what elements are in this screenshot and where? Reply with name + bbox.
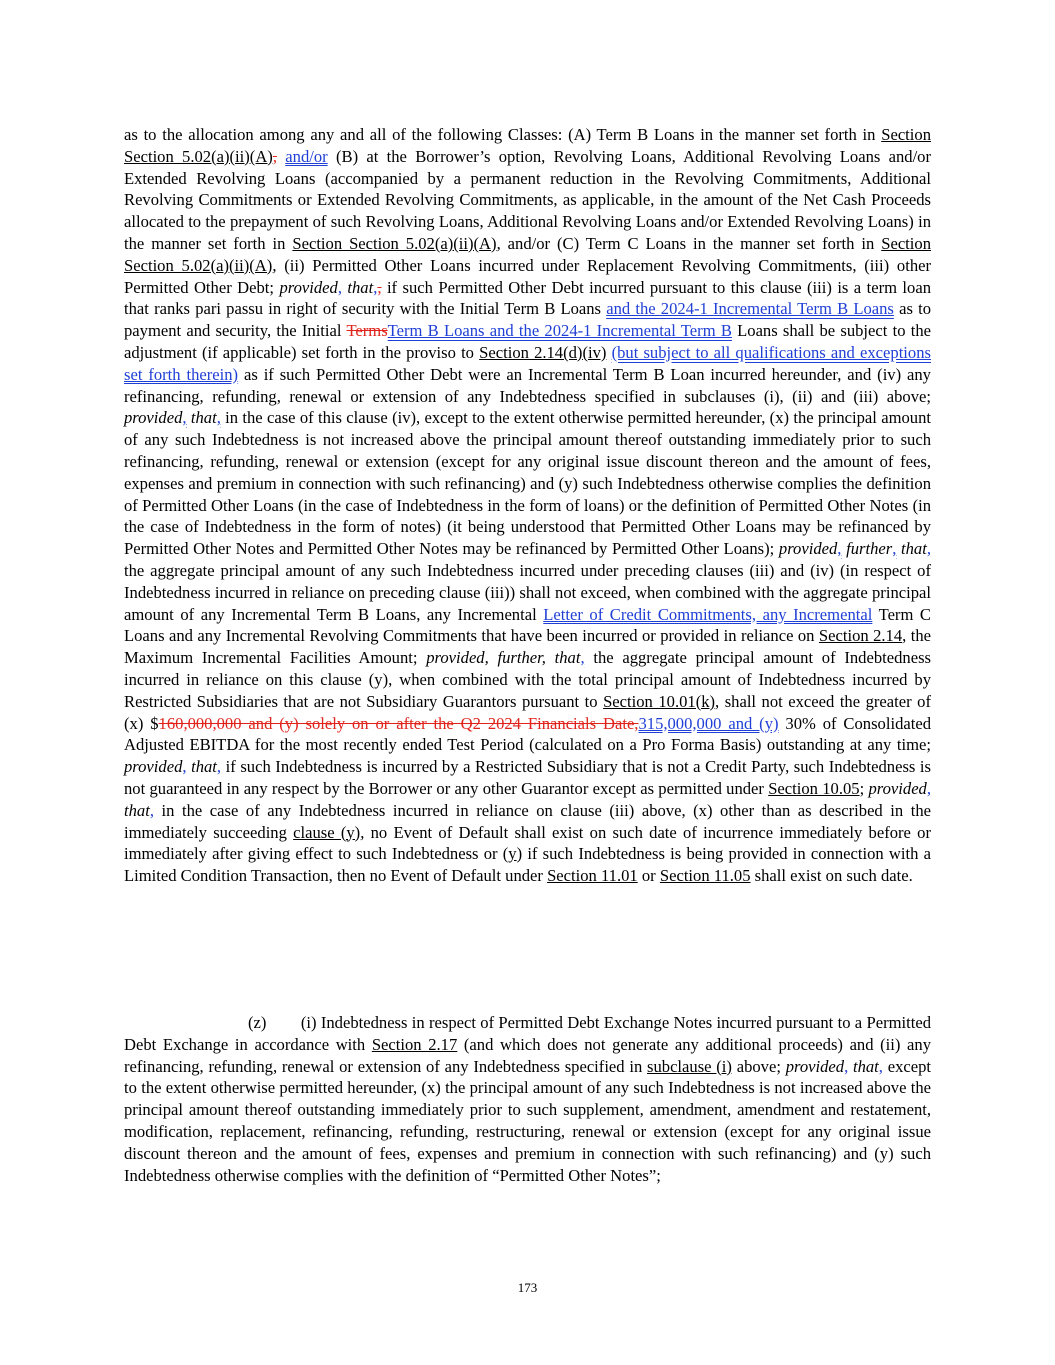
italic-term: that [347,277,374,297]
text-run: Term C Loans and any Incremental Revolving Commitments that have been incurred or provided in reliance on [124,604,931,646]
inserted-text: (but subject to all qualifications and exceptions set forth therein) [124,342,931,384]
inserted-text: , [373,277,378,297]
italic-term: that [124,800,150,820]
inserted-text: , [182,408,187,428]
text-run: , no Event of Default shall exist on such date of incurrence immediately before or immediately after giving effect to such Indebtedness or ( [124,822,931,864]
inserted-text: , [216,757,222,777]
inserted-text: , [837,539,842,559]
underlined-reference: Section 10.01(k) [603,691,716,711]
text-run: , and/or (C) Term C Loans in the manner set forth in [496,233,882,253]
inserted-text: 315,000,000 and (y) [638,713,779,733]
text-run: as if such Permitted Other Debt were an Incremental Term B Loan incurred hereunder, and (iv) any refinancing, refunding, renewal or extension of any Indebtedness specified in subclauses (i), (ii) and (iii) above; [124,364,931,406]
underlined-reference: Section 2.14 [818,626,903,646]
text-run: , shall not exceed the greater of (x) $ [124,691,931,733]
underlined-reference: clause (y) [293,822,361,842]
text-run: the aggregate principal amount of Indebtedness incurred in reliance on this clause (y), when combined with the total principal amount of Indebtedness incurred by Restricted Subsidiaries that are not Subsidiary Guarantors pursuant to [124,648,931,711]
text-run: if such Indebtedness is incurred by a Restricted Subsidiary that is not a Credit Party, such Indebtedness is not guaranteed in any respect by the Borrower or any other Guarantor except as permitted under [124,757,931,798]
inserted-text: and the 2024-1 Incremental Term B Loans [606,299,894,319]
italic-term: that [852,1056,879,1076]
inserted-text: , [149,800,154,820]
italic-term: that [190,408,217,428]
inserted-text: , [216,408,221,428]
italic-term: provided [124,757,183,777]
text-run: as to payment and security, the Initial [124,299,931,341]
underlined-reference: Section Section 5.02(a)(ii)(A) [124,125,931,166]
underlined-reference: Section 2.17 [371,1034,458,1054]
inserted-text: , [844,1056,849,1076]
italic-term: provided [124,408,183,428]
italic-term: further [846,539,893,559]
underlined-reference: Section 10.05 [768,778,860,798]
inserted-text: Letter of Credit Commitments, any Incremental [543,604,873,624]
deleted-text: , [272,146,277,166]
italic-term: provided [778,539,838,559]
inserted-text: , [182,757,187,777]
text-run: in the case of this clause (iv), except to the extent otherwise permitted hereunder, (x) the principal amount of any such Indebtedness is not increased above the principal amount thereof outstanding immediately prior to such refinancing, refunding, renewal or extension (except for any original issue discount thereon and the amount of fees, expenses and premium in connection with such refinancing) and (y) such Indebtedness otherwise complies the definition of Permitted Other Loans (in the case of Indebtedness in the form of loans) or the definition of Permitted Other Notes (in the case of Indebtedness in the form of notes) (it being understood that Permitted Other Loans may be refinanced by Permitted Other Notes and Permitted Other Notes may be refinanced by Permitted Other Loans); [124,408,931,559]
inserted-text: , [926,778,932,798]
inserted-text: , [892,539,897,559]
text-run: , the Maximum Incremental Facilities Amount; [124,626,932,668]
text-run: shall exist on such date. [750,866,913,886]
text-run: , (ii) Permitted Other Loans incurred under Replacement Revolving Commitments, (iii) other Permitted Other Debt; [124,255,932,297]
text-run: or [637,866,660,886]
text-run: as to the allocation among any and all of the following Classes: (A) Term B Loans in the manner set forth in [124,125,882,144]
text-run: (B) at the Borrower’s option, Revolving Loans, Additional Revolving Loans and/or Extended Revolving Loans (accompanied by a permanent reduction in the Revolving Commitments, Additional Revolving Commitments or Extended Revolving Commitments, as applicable, in the amount of the Net Cash Proceeds allocated to the prepayment of such Revolving Loans, Additional Revolving Loans and/or Extended Revolving Loans) in the manner set forth in [124,146,932,253]
underlined-reference: Section Section 5.02(a)(ii)(A) [292,233,497,253]
underlined-reference: Section 11.01 [547,866,638,886]
underlined-reference: Section 2.14(d)(iv) [479,342,607,362]
paragraph-2-clause-z [124,1012,931,1186]
text-run: 30% of Consolidated Adjusted EBITDA for the most recently ended Test Period (calculated on a Pro Forma Basis) outstanding at any time; [124,713,932,755]
text-run: (z) (i) Indebtedness in respect of Permitted Debt Exchange Notes incurred pursuant to a Permitted Debt Exchange in accordance with [124,1013,931,1054]
italic-term: that [901,539,927,559]
inserted-text: , [337,277,342,297]
italic-term: provided, further, that [426,648,581,668]
deleted-text: Terms [346,321,388,341]
text-run: (and which does not generate any additional proceeds) and (ii) any refinancing, refunding, renewal or extension of any Indebtedness specified in [124,1034,932,1076]
underlined-reference: y [508,844,517,864]
underlined-reference: subclause (i) [647,1056,732,1076]
underlined-reference: Section 11.05 [659,866,751,886]
text-run: ; [859,778,869,798]
text-run: if such Permitted Other Debt incurred pursuant to this clause (iii) is a term loan that ranks pari passu in right of security with the Initial Term B Loans [124,277,931,319]
underlined-reference: Section Section 5.02(a)(ii)(A) [124,233,931,275]
text-run: above; [731,1056,786,1076]
italic-term: provided [279,277,338,297]
text-run: except to the extent otherwise permitted hereunder, (x) the principal amount of any such Indebtedness is not increased above the principal amount thereof outstanding immediately prior to such supplement, amendment, amendment and restatement, modification, replacement, refinancing, refunding, restructuring, renewal or extension (except for any original issue discount thereon and the amount of fees, expenses and premium in connection with such refinancing) and (y) such Indebtedness otherwise complies with the definition of “Permitted Other Notes”; [124,1056,932,1185]
deleted-text: 160,000,000 and (y) solely on or after the Q2 2024 Financials Date, [158,713,639,733]
text-run: in the case of any Indebtedness incurred in reliance on clause (iii) above, (x) other than as described in the immediately succeeding [124,800,931,842]
inserted-text: , [580,648,585,668]
text-run: ) if such Indebtedness is being provided in connection with a Limited Condition Transaction, then no Event of Default under [124,844,931,886]
italic-term: provided [868,778,927,798]
page-number: 173 [517,1280,538,1295]
text-run: Loans shall be subject to the adjustment (if applicable) set forth in the proviso to [124,321,931,362]
italic-term: that [191,757,217,777]
inserted-text: Term B Loans and the 2024-1 Incremental Term B [387,321,732,341]
italic-term: provided [785,1056,845,1076]
paragraph-1 [124,124,931,887]
deleted-text: , [377,277,382,297]
inserted-text: , [926,539,931,559]
text-run: the aggregate principal amount of any such Indebtedness incurred under preceding clauses (iii) and (iv) (in respect of Indebtedness incurred in reliance on preceding clause (iii)) shall not exceed, when combined with the aggregate principal amount of any Incremental Term B Loans, any Incremental [124,560,931,624]
inserted-text: , [878,1056,883,1076]
inserted-text: and/or [285,146,328,166]
